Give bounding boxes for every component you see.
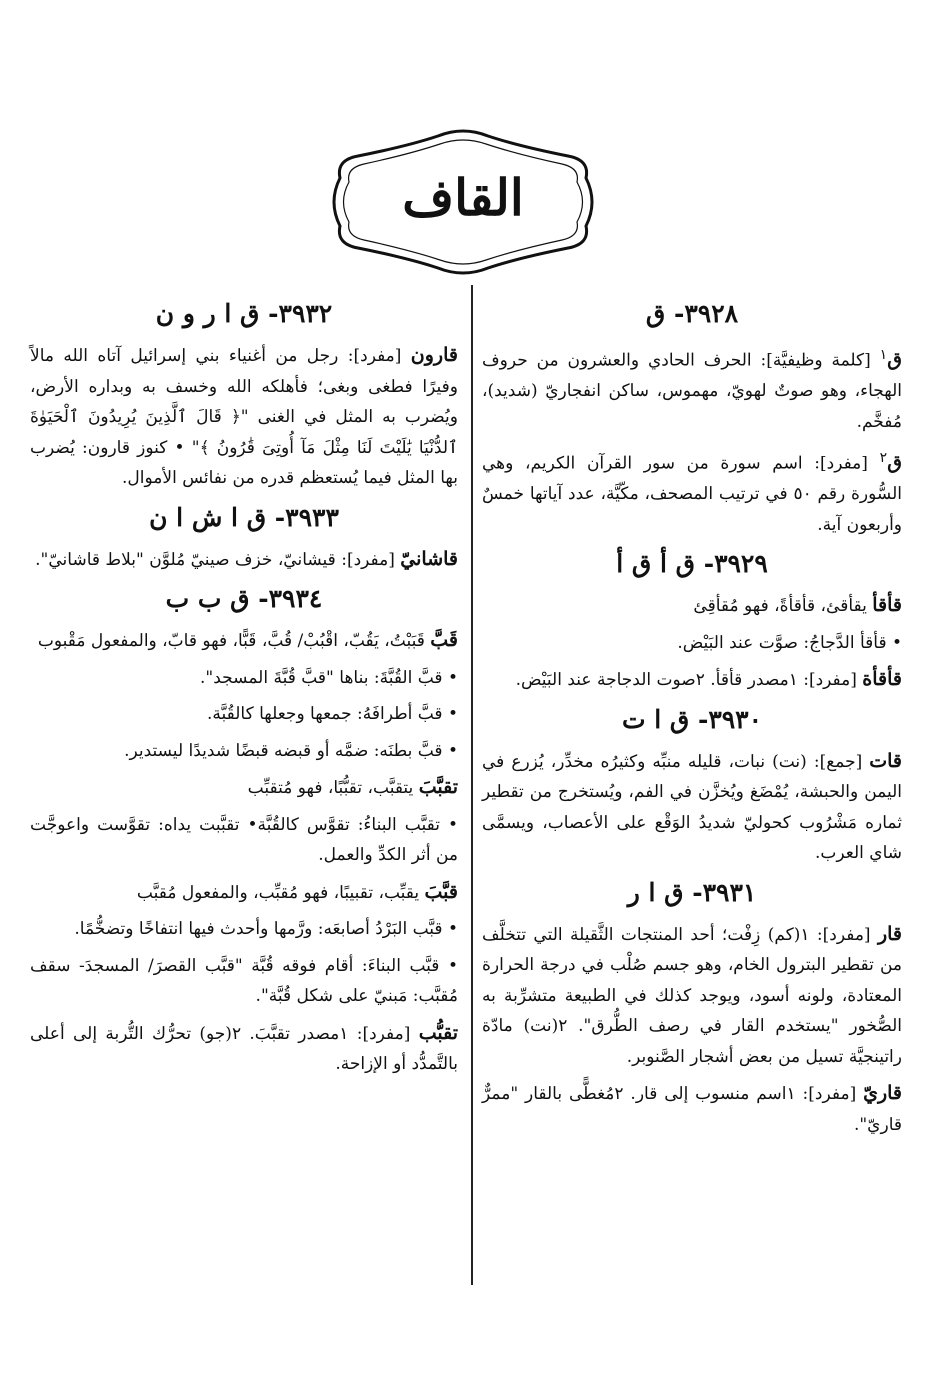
dictionary-entry [30,951,458,1012]
headword: قارون [410,344,458,366]
left-column [30,292,458,1086]
definition-text: • تقبَّب البناءُ: تقوَّس كالقُبَّة• تقبَّبت يداه: تقوَّست واعوجَّت من أثر الكدِّ والعمل. [30,814,458,865]
definition-text: • قبَّب البَرْدُ أصابعَه: ورَّمها وأحدث فيها انتفاخًا وتضخُّمًا. [74,919,458,939]
headword: ق [887,451,902,474]
grammar-label: [مفرد]: [795,1084,864,1105]
headword: قات [869,749,903,772]
headword: قَبَّ [430,629,458,651]
grammar-label: [مفرد]: [348,1023,419,1044]
definition-text: • قأقأ الدَّجاجُ: صوَّت عند البَيْض. [677,632,902,653]
dictionary-entry [482,628,902,659]
headword: قار [877,922,902,945]
definition-text: ١(كم) زِفْت؛ أحد المنتجات الثَّقيلة التي تتخلَّف من تقطير البترول الخام، وهو جسم صُلْب في درجة الحرارة المعتادة، ولونه أسود، ويوجد كذلك في الطبيعة متشرِّبة به الصُّخور "يستخدم القار في رصف الطُّرق". ٢(نت) مادّة راتينجيَّة تسيل من بعض أشجار الصَّنوبر. [482,924,902,1067]
dictionary-entry [30,699,458,730]
definition-text: قيشانيّ، خزف صينيّ مُلوَّن "بلاط قاشانيّ". [35,549,336,570]
definition-text: (نت) نبات، قليله منبِّه وكثيرُه مخدِّر، يُزرع في اليمن والحبشة، يُمْضَغ ويُخزَّن في الفم، ويُستخرج من تقطير ثماره مَشْرُوب كحوليّ شديدُ الوَقْع على الأعصاب، ويسمَّى شاي العرب. [482,751,902,864]
dictionary-entry [30,810,458,871]
dictionary-entry [30,340,458,494]
definition-text: اسم سورة من سور القرآن الكريم، وهي السُّورة رقم ٥٠ في ترتيب المصحف، مكّيَّة، عدد آياتها خمسٌ وأربعون آية. [482,453,902,535]
dictionary-entry [482,664,902,696]
definition-text: ١مصدر تقبَّبَ. ٢(جو) تحرُّك التُّربة إلى أعلى بالتَّمدُّد أو الإزاحة. [30,1023,458,1074]
root-heading: ٣٩٣٠- ق ا ت [621,704,763,734]
headword: قاريّ [863,1082,902,1105]
grammar-label: [مفرد]: [797,670,863,691]
dictionary-entry [30,772,458,804]
grammar-label: [مفرد]: [335,549,401,570]
headword: تقبُّب [418,1021,458,1044]
grammar-label: [مفرد]: [338,346,411,366]
definition-text: قَبَبْتُ، يَقُبّ، اقْبُبْ/ قُبَّ، قَبًّا، فهو قابّ، والمفعول مَقْبوب [37,631,425,651]
definition-text: يتقبَّب، تقبُّبًا، فهو مُتقبِّب [247,778,414,798]
sense-number: ١ [879,347,888,363]
dictionary-entry [30,1018,458,1080]
headword: قأقأة [862,668,902,691]
definition-text: • قبَّ بطنَه: ضمَّه أو قبضه قبضًا شديدًا ليستدير. [124,740,458,761]
grammar-label: [جمع]: [806,751,870,772]
root-heading: ٣٩٣٤- ق ب ب [165,584,323,613]
chapter-title: القاف [402,168,524,227]
chapter-banner [318,128,608,276]
column-divider [471,285,473,1285]
dictionary-entry [30,663,458,694]
headword: قاشانيّ [400,547,458,570]
root-heading: ٣٩٣١- ق ا ر [627,877,757,907]
dictionary-entry [30,914,458,945]
definition-text: • قبَّب البناءَ: أقام فوقه قُبَّة "قبَّب القصرَ/ المسجدَ- سقف مُقبَّب: مَبنيّ على شكل قُبَّة". [30,955,458,1006]
root-heading: ٣٩٢٨- ق [645,299,739,328]
dictionary-entry [482,746,902,869]
definition-text: • قبَّ أطرافَهُ: جمعها وجعلها كالقُبَّة. [206,704,458,724]
dictionary-entry [482,1078,902,1140]
root-heading: ٣٩٣٢- ق ا ر و ن [155,299,333,328]
dictionary-entry [30,736,458,767]
dictionary-entry [30,625,458,657]
headword: قبَّبَ [424,880,458,903]
definition-text: • قبَّ القُبَّةَ: بناها "قبَّ قُبَّةَ المسجد". [200,667,458,688]
grammar-label: [مفرد]: [802,453,880,474]
definition-text: ١مصدر قأقأ. ٢صوت الدجاجة عند البَيْض. [515,670,798,691]
headword: تقبَّبَ [418,776,458,798]
grammar-label: [مفرد]: [809,924,878,945]
dictionary-entry [482,590,902,622]
root-heading: ٣٩٢٩- ق أ ق أ [616,549,768,579]
dictionary-entry [30,544,458,576]
root-heading: ٣٩٣٣- ق ا ش ا ن [149,502,339,532]
sense-number: ٢ [879,450,888,467]
definition-text: ١اسم منسوب إلى قار. ٢مُغطًّى بالقار "ممرٌّ قاريّ". [482,1084,902,1135]
headword: قأقأ [872,594,902,617]
headword: ق [887,348,902,371]
dictionary-entry [30,877,458,909]
dictionary-entry [482,340,902,437]
right-column [482,292,902,1146]
dictionary-entry [482,919,902,1073]
definition-text: يقبِّب، تقبيبًا، فهو مُقبِّب، والمفعول مُقبَّب [136,882,420,903]
definition-text: رجل من أغنياء بني إسرائيل آتاه الله مالاً وفيرًا فطغى وبغى؛ فأهلكه الله وخسف به وبداره الأرض، ويُضرب به المثل في الغنى "﴿ قَالَ ٱلَّذِينَ يُرِيدُونَ ٱلْحَيَوٰةَ ٱلدُّنْيَا يَٰلَيْتَ لَنَا مِثْلَ مَآ أُوتِىَ قَٰرُونُ ﴾" • كنوز قارون: يُضرب بها المثل فيما يُستعظم قدره من نفائس الأموال. [30,346,458,488]
definition-text: الحرف الحادي والعشرون من حروف الهجاء، وهو صوتٌ لهويّ، مهموس، ساكن انفجاريّ (شديد)، مُفخَّم. [482,350,902,432]
grammar-label: [كلمة وظيفيَّة]: [751,350,880,371]
definition-text: يقأقئ، قأقأةً، فهو مُقأقِئ [693,596,867,617]
dictionary-entry [482,443,902,540]
